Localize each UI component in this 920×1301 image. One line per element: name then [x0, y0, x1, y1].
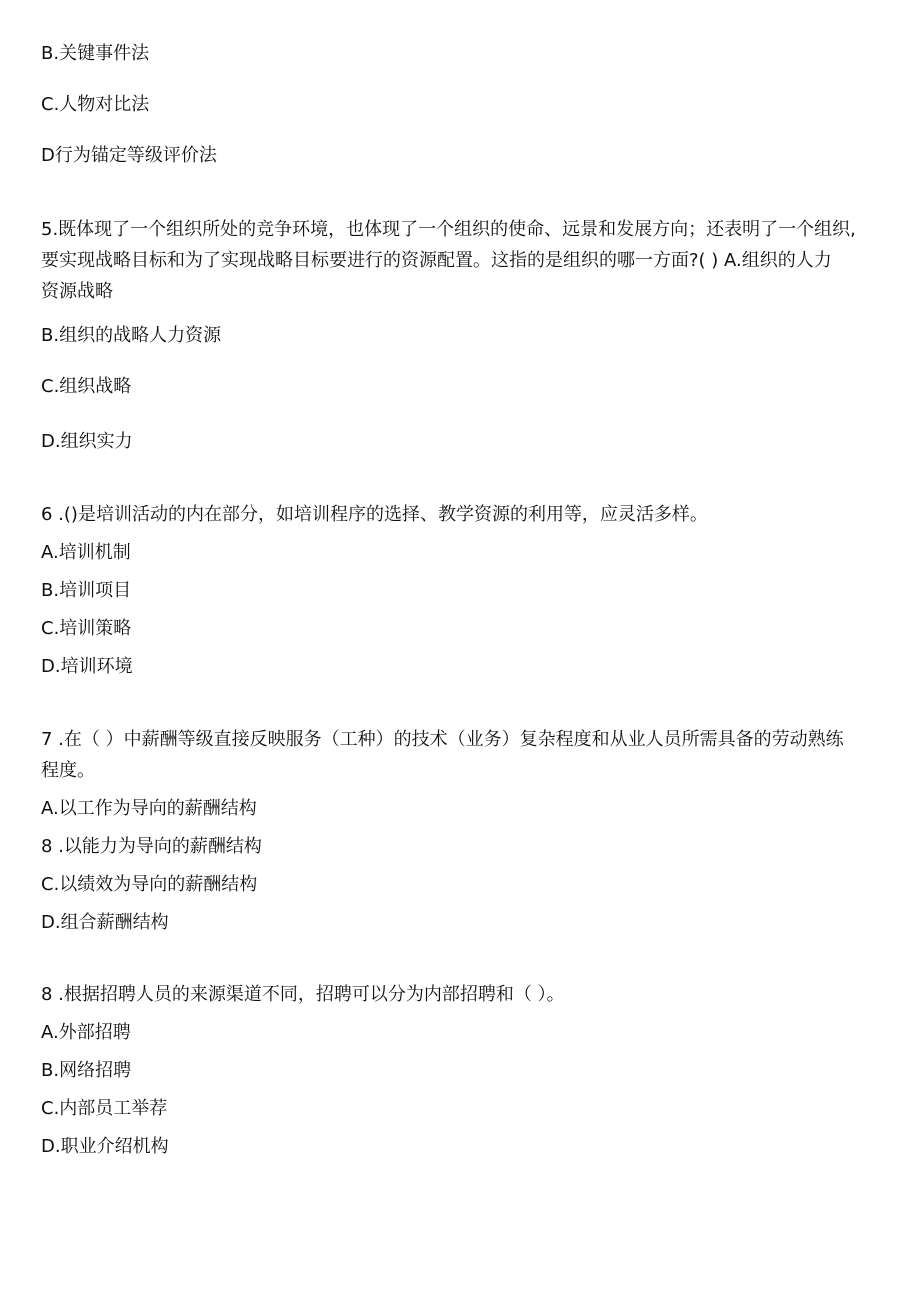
q6-option-c: C.培训策略 [41, 618, 132, 639]
q5-stem-line-1: 5.既体现了一个组织所处的竞争环境，也体现了一个组织的使命、远景和发展方向；还表明了一个组织, [41, 219, 856, 240]
q5-stem-line-2: 要实现战略目标和为了实现战略目标要进行的资源配置。这指的是组织的哪一方面?( ) A.组织的人力 [41, 250, 832, 271]
q7-option-b: 8 .以能力为导向的薪酬结构 [41, 836, 262, 857]
q8-option-b: B.网络招聘 [41, 1060, 132, 1081]
q6-option-b: B.培训项目 [41, 580, 132, 601]
q7-option-c: C.以绩效为导向的薪酬结构 [41, 874, 258, 895]
q8-option-a: A.外部招聘 [41, 1022, 131, 1043]
q4-option-c: C.人物对比法 [41, 94, 150, 115]
q4-option-d: D行为锚定等级评价法 [41, 145, 217, 166]
q4-option-b: B.关键事件法 [41, 43, 150, 64]
q7-stem-line-1: 7 .在（ ）中薪酬等级直接反映服务（工种）的技术（业务）复杂程度和从业人员所需具备的劳动熟练 [41, 729, 844, 750]
q8-option-c: C.内部员工举荐 [41, 1098, 168, 1119]
q7-stem-line-2: 程度。 [41, 760, 95, 781]
q5-stem-line-3: 资源战略 [41, 281, 113, 302]
q7-option-d: D.组合薪酬结构 [41, 912, 169, 933]
q5-option-b: B.组织的战略人力资源 [41, 325, 222, 346]
q8-option-d: D.职业介绍机构 [41, 1136, 169, 1157]
q5-option-c: C.组织战略 [41, 376, 132, 397]
q6-option-a: A.培训机制 [41, 542, 131, 563]
q6-stem: 6 .()是培训活动的内在部分，如培训程序的选择、教学资源的利用等，应灵活多样。 [41, 504, 708, 525]
q5-option-d: D.组织实力 [41, 431, 133, 452]
q7-option-a: A.以工作为导向的薪酬结构 [41, 798, 257, 819]
q6-option-d: D.培训环境 [41, 656, 133, 677]
q5-stem [41, 214, 881, 307]
q7-stem [41, 724, 881, 786]
q8-stem: 8 .根据招聘人员的来源渠道不同，招聘可以分为内部招聘和（ ）。 [41, 984, 565, 1005]
